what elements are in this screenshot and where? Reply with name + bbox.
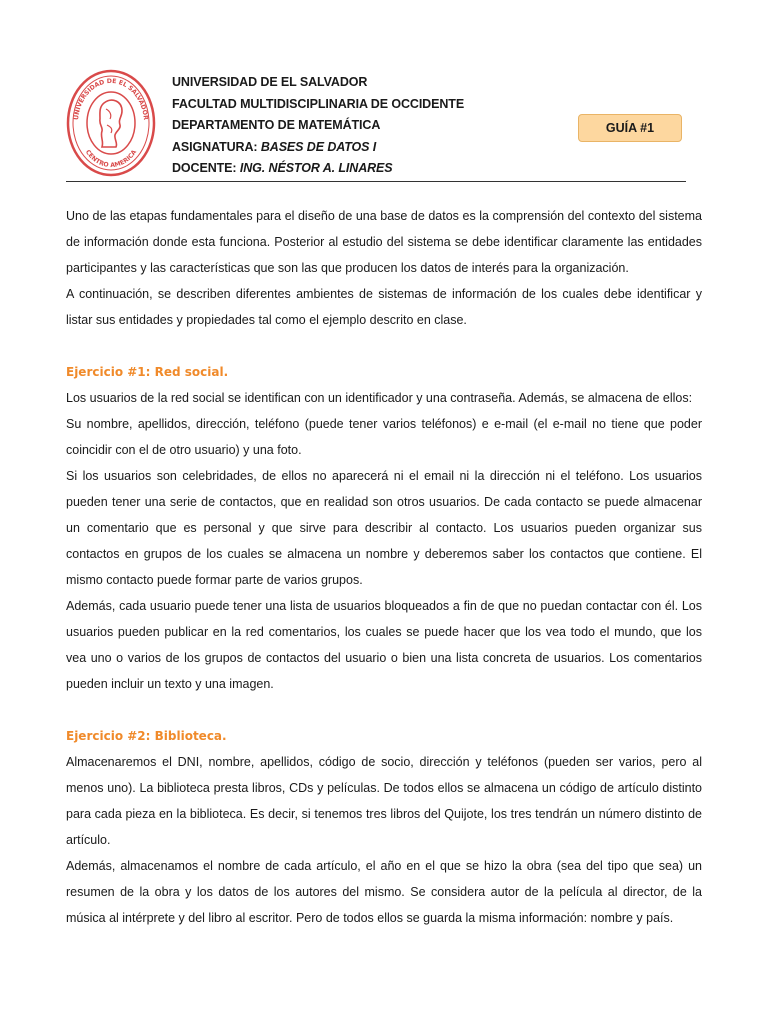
header-divider [66,181,686,182]
teacher-value: ING. NÉSTOR A. LINARES [239,161,393,175]
teacher-line [172,158,464,180]
department-name: DEPARTAMENTO DE MATEMÁTICA [172,118,381,132]
exercise-1-paragraph: Si los usuarios son celebridades, de ellos no aparecerá ni el email ni la dirección ni el teléfono. Los usuarios pueden tener una serie de contactos, que en realidad son otros usuarios. De cada contacto se puede almacenar un comentario que es personal y que sirve para describir al contacto. Los usuarios pueden organizar sus contactos en grupos de los cuales se almacena un nombre y deberemos saber los contactos que contiene. El mismo contacto puede formar parte de varios grupos. [66,469,702,587]
exercise-1-paragraph: Su nombre, apellidos, dirección, teléfono (puede tener varios teléfonos) e e-mail (el e-mail no tiene que poder coincidir con el de otro usuario) y una foto. [66,417,702,457]
intro-paragraph: A continuación, se describen diferentes ambientes de sistemas de información de los cuales debe identificar y listar sus entidades y propiedades tal como el ejemplo descrito en clase. [66,287,702,327]
subject-line [172,137,464,159]
subject-value: BASES DE DATOS I [260,139,377,154]
seal-text-bottom: CENTRO AMERICA [83,148,139,170]
exercise-1-paragraph: Además, cada usuario puede tener una lista de usuarios bloqueados a fin de que no puedan contactar con él. Los usuarios pueden publicar en la red comentarios, los cuales se puede hacer que los vea todo el mundo, que los vea uno o varios de los grupos de contactos del usuario o bien una lista concreta de usuarios. Los comentarios pueden incluir un texto y una imagen. [66,599,702,691]
exercise-2-paragraph: Almacenaremos el DNI, nombre, apellidos, código de socio, dirección y teléfonos (pueden ser varios, pero al menos uno). La biblioteca presta libros, CDs y películas. De todos ellos se almacena un código de artículo distinto para cada pieza en la biblioteca. Es decir, si tenemos tres libros del Quijote, los tres tendrán un número distinto de artículo. [66,755,702,847]
teacher-label: DOCENTE: [172,161,240,175]
exercise-2-title: Ejercicio #2: Biblioteca. [66,729,227,743]
document-body [66,203,702,931]
intro-paragraph: Uno de las etapas fundamentales para el diseño de una base de datos es la comprensión del contexto del sistema de información donde esta funciona. Posterior al estudio del sistema se debe identificar claramente las entidades participantes y las características que son las que producen los datos de interés para la organización. [66,209,702,275]
subject-label: ASIGNATURA: [172,139,261,154]
exercise-1-title: Ejercicio #1: Red social. [66,365,229,379]
guide-number-badge: GUÍA #1 [578,114,682,142]
seal-text-top: UNIVERSIDAD DE EL SALVADOR [73,77,149,121]
university-seal-logo [66,69,156,177]
exercise-2-paragraph: Además, almacenamos el nombre de cada artículo, el año en el que se hizo la obra (sea del tipo que sea) un resumen de la obra y los datos de los autores del mismo. Se considera autor de la película al director, de la música al intérprete y del libro al escritor. Pero de todos ellos se guarda la misma información: nombre y país. [66,859,702,925]
document-header [172,72,464,180]
exercise-1-paragraph: Los usuarios de la red social se identifican con un identificador y una contraseña. Además, se almacena de ellos: [66,391,693,405]
svg-text:CENTRO AMERICA [84,149,138,169]
faculty-name: FACULTAD MULTIDISCIPLINARIA DE OCCIDENTE [172,96,465,111]
university-name: UNIVERSIDAD DE EL SALVADOR [172,75,368,89]
